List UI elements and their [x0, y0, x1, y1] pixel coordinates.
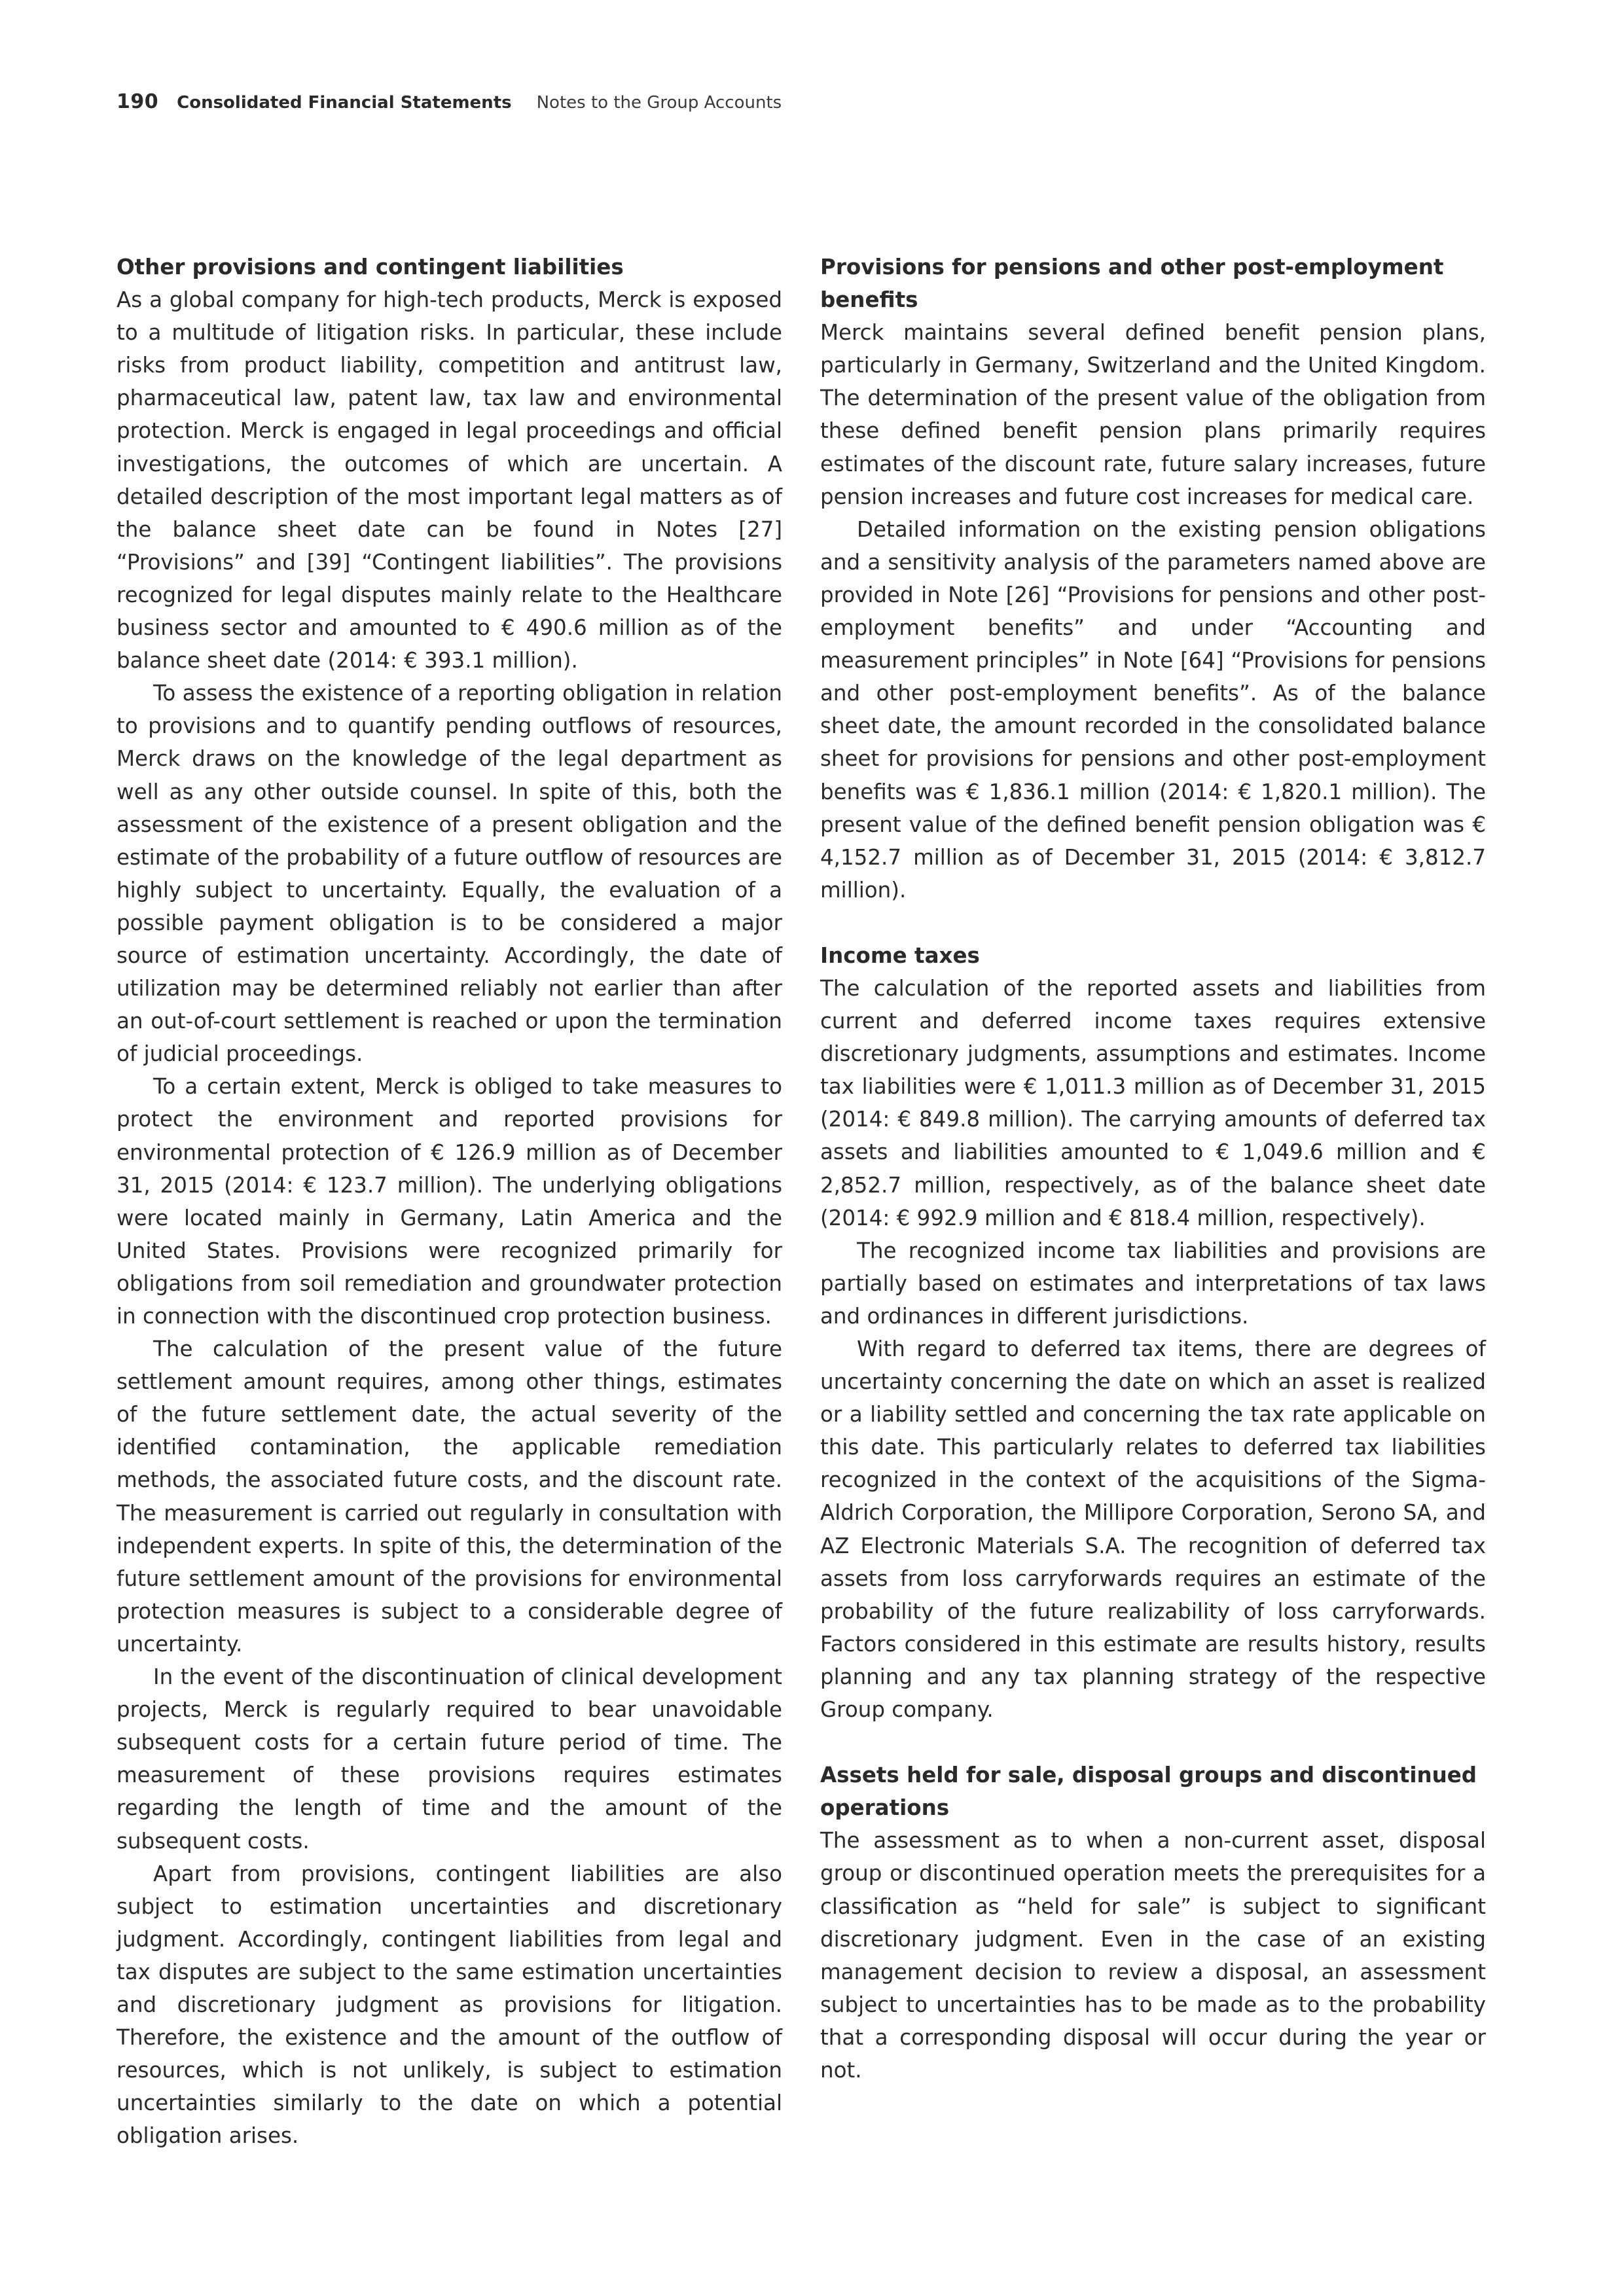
section-assets-held-for-sale: [820, 1759, 1486, 2087]
page-number: 190: [117, 90, 159, 113]
paragraph: The calculation of the reported assets and liabilities from current and deferred income taxes requires extensive discretionary judgments, assumptions and estimates. Income tax liabilities were € 1,011.3 million as of December 31, 2015 (2014: € 849.8 million). The carrying amounts of deferred tax assets and liabilities amounted to € 1,049.6 million and € 2,852.7 million, respectively, as of the balance sheet date (2014: € 992.9 million and € 818.4 million, respectively).: [820, 975, 1486, 1230]
section-income-taxes: [820, 939, 1486, 1726]
section-heading: Other provisions and contingent liabilities: [117, 255, 624, 279]
paragraph: To assess the existence of a reporting obligation in relation to provisions and to quantify pending outflows of resources, Merck draws on the knowledge of the legal department as well as any other outside counsel. In spite of this, both the assessment of the existence of a present obligation and the estimate of the probability of a future outflow of resources are highly subject to uncertainty. Equally, the evaluation of a possible payment obligation is to be considered a major source of estimation uncertainty. Accordingly, the date of utilization may be determined reliably not earlier than after an out-of-court settlement is reached or upon the termination of judicial proceedings.: [117, 681, 782, 1067]
header-section-title: Consolidated Financial Statements: [177, 93, 512, 113]
running-header: [117, 90, 782, 120]
right-column: [820, 251, 1486, 2087]
section-heading: Assets held for sale, disposal groups and discontinued operations: [820, 1763, 1477, 1821]
paragraph: Merck maintains several defined benefit pension plans, particularly in Germany, Switzerland and the United Kingdom. The determination of the present value of the obligation from these defined benefit pension plans primarily requires estimates of the discount rate, future salary increases, future pension increases and future cost increases for medical care.: [820, 320, 1486, 509]
paragraph: With regard to deferred tax items, there are degrees of uncertainty concerning the date on which an asset is realized or a liability settled and concerning the tax rate applicable on this date. This particularly relates to deferred tax liabilities recognized in the context of the acquisitions of the Sigma-Aldrich Corporation, the Millipore Corporation, Serono SA, and AZ Electronic Materials S.A. The recognition of deferred tax assets from loss carryforwards requires an estimate of the probability of the future realizability of loss carryforwards. Factors considered in this estimate are results history, results planning and any tax planning strategy of the respective Group company.: [820, 1336, 1486, 1723]
section-heading: Income taxes: [820, 942, 980, 968]
section-heading: Provisions for pensions and other post-employment benefits: [820, 255, 1444, 313]
paragraph: The assessment as to when a non-current asset, disposal group or discontinued operation meets the prerequisites for a classification as “held for sale” is subject to significant discretionary judgment. Even in the case of an existing management decision to review a disposal, an assessment subject to uncertainties has to be made as to the probability that a corresponding disposal will occur during the year or not.: [820, 1828, 1486, 2083]
paragraph: As a global company for high-tech products, Merck is exposed to a multitude of litigation risks. In particular, these include risks from product liability, competition and antitrust law, pharmaceutical law, patent law, tax law and environmental protection. Merck is engaged in legal proceedings and official investigations, the outcomes of which are uncertain. A detailed description of the most important legal matters as of the balance sheet date can be found in Notes [27] “Provisions” and [39] “Contingent liabilities”. The provisions recognized for legal disputes mainly relate to the Healthcare business sector and amounted to € 490.6 million as of the balance sheet date (2014: € 393.1 million).: [117, 287, 782, 673]
paragraph: Apart from provisions, contingent liabilities are also subject to estimation uncertainties and discretionary judgment. Accordingly, contingent liabilities from legal and tax disputes are subject to the same estimation uncertainties and discretionary judgment as provisions for litigation. Therefore, the existence and the amount of the outflow of resources, which is not unlikely, is subject to estimation uncertainties similarly to the date on which a potential obligation arises.: [117, 1861, 782, 2149]
section-pensions: [820, 251, 1486, 906]
paragraph: The calculation of the present value of the future settlement amount requires, among other things, estimates of the future settlement date, the actual severity of the identified contamination, the applicable remediation methods, the associated future costs, and the discount rate. The measurement is carried out regularly in consultation with independent experts. In spite of this, the determination of the future settlement amount of the provisions for environmental protection measures is subject to a considerable degree of uncertainty.: [117, 1336, 782, 1657]
section-other-provisions: [117, 251, 782, 2152]
paragraph: Detailed information on the existing pension obligations and a sensitivity analysis of the parameters named above are provided in Note [26] “Provisions for pensions and other post-employment benefits” and under “Accounting and measurement principles” in Note [64] “Provisions for pensions and other post-employment benefits”. As of the balance sheet date, the amount recorded in the consolidated balance sheet for provisions for pensions and other post-employment benefits was € 1,836.1 million (2014: € 1,820.1 million). The present value of the defined benefit pension obligation was € 4,152.7 million as of December 31, 2015 (2014: € 3,812.7 million).: [820, 516, 1486, 903]
header-subsection-title: Notes to the Group Accounts: [536, 93, 782, 113]
left-column: [117, 251, 782, 2152]
paragraph: In the event of the discontinuation of clinical development projects, Merck is regularly required to bear unavoidable subsequent costs for a certain future period of time. The measurement of these provisions requires estimates regarding the length of time and the amount of the subsequent costs.: [117, 1664, 782, 1854]
paragraph: The recognized income tax liabilities and provisions are partially based on estimates and interpretations of tax laws and ordinances in different jurisdictions.: [820, 1238, 1486, 1329]
paragraph: To a certain extent, Merck is obliged to take measures to protect the environment and reported provisions for environmental protection of € 126.9 million as of December 31, 2015 (2014: € 123.7 million). The underlying obligations were located mainly in Germany, Latin America and the United States. Provisions were recognized primarily for obligations from soil remediation and groundwater protection in connection with the discontinued crop protection business.: [117, 1074, 782, 1329]
